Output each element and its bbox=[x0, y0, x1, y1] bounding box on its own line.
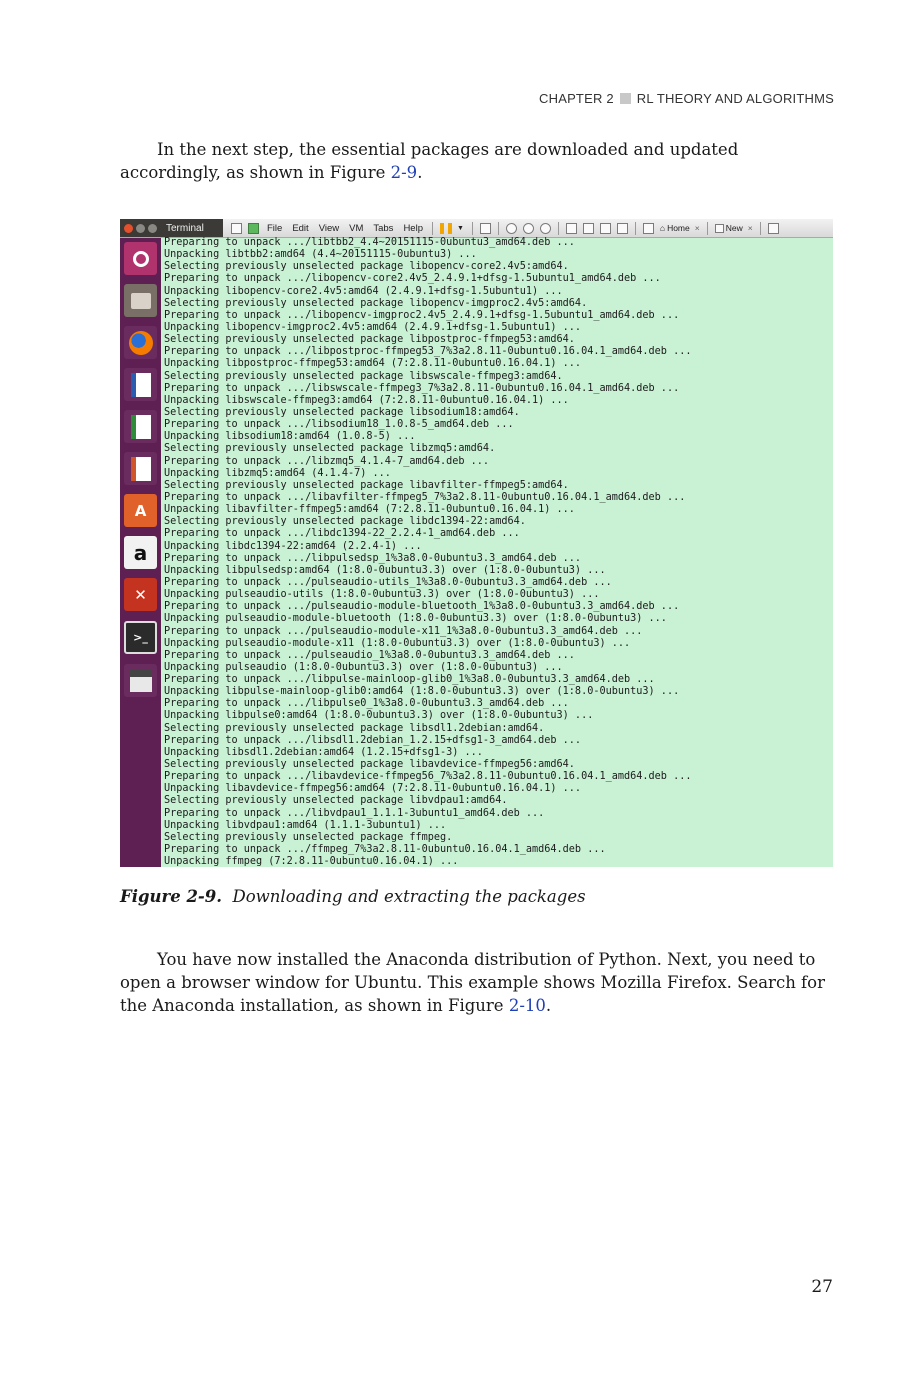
terminal-line: Selecting previously unselected package libzmq5:amd64. bbox=[164, 443, 496, 455]
ubuntu-title-bar bbox=[120, 219, 223, 237]
terminal-line: Selecting previously unselected package libvdpau1:amd64. bbox=[164, 795, 508, 807]
revert-snapshot-icon[interactable] bbox=[523, 223, 534, 234]
toolbar-divider bbox=[760, 222, 761, 235]
terminal-line: Unpacking libavdevice-ffmpeg56:amd64 (7:2.8.11-0ubuntu0.16.04.1) ... bbox=[164, 783, 582, 795]
terminal-line: Unpacking pulseaudio-module-x11 (1:8.0-0ubuntu3.3) over (1:8.0-0ubuntu3) ... bbox=[164, 637, 631, 649]
terminal-line: Unpacking libopencv-imgproc2.4v5:amd64 (2.4.9.1+dfsg-1.5ubuntu1) ... bbox=[164, 321, 582, 333]
terminal-line: Selecting previously unselected package libdc1394-22:amd64. bbox=[164, 516, 526, 528]
ubuntu-dash-icon[interactable] bbox=[124, 242, 157, 275]
terminal-line: Unpacking libsodium18:amd64 (1.0.8-5) ... bbox=[164, 431, 416, 443]
toolbar-divider bbox=[558, 222, 559, 235]
maximize-window-icon[interactable] bbox=[148, 224, 157, 233]
vmware-toolbar bbox=[228, 219, 782, 237]
calc-icon[interactable] bbox=[124, 410, 157, 443]
figure-link[interactable]: 2-10 bbox=[508, 996, 546, 1015]
terminal-line: Preparing to unpack .../pulseaudio-module-bluetooth_1%3a8.0-0ubuntu3.3_amd64.deb ... bbox=[164, 601, 680, 613]
tab-new[interactable] bbox=[715, 223, 753, 233]
terminal-line: Preparing to unpack .../libavfilter-ffmpeg5_7%3a2.8.11-0ubuntu0.16.04.1_amd64.deb ... bbox=[164, 491, 686, 503]
settings-icon[interactable]: ✕ bbox=[124, 578, 157, 611]
paragraph-end: . bbox=[545, 996, 552, 1015]
pause-icon[interactable] bbox=[440, 223, 444, 234]
terminal-line: Unpacking libpulsedsp:amd64 (1:8.0-0ubuntu3.3) over (1:8.0-0ubuntu3) ... bbox=[164, 564, 606, 576]
terminal-line: Preparing to unpack .../libsodium18_1.0.8-5_amd64.deb ... bbox=[164, 419, 514, 431]
toolbar-divider bbox=[635, 222, 636, 235]
running-head bbox=[539, 91, 834, 106]
snapshot-manager-icon[interactable] bbox=[540, 223, 551, 234]
terminal-line: Selecting previously unselected package libpostproc-ffmpeg53:amd64. bbox=[164, 334, 575, 346]
tab-home-label: Home bbox=[667, 223, 690, 233]
files-icon[interactable] bbox=[124, 284, 157, 317]
terminal-line: Unpacking libavfilter-ffmpeg5:amd64 (7:2.8.11-0ubuntu0.16.04.1) ... bbox=[164, 504, 575, 516]
paragraph-intro bbox=[120, 138, 832, 184]
menu-tabs[interactable]: Tabs bbox=[373, 222, 394, 234]
terminal-line: Unpacking libvdpau1:amd64 (1.1.1-3ubuntu1) ... bbox=[164, 819, 447, 831]
close-tab-icon[interactable]: × bbox=[747, 223, 753, 233]
terminal-screenshot bbox=[120, 219, 833, 867]
impress-icon[interactable] bbox=[124, 452, 157, 485]
menu-vm[interactable]: VM bbox=[349, 222, 364, 234]
paragraph-text: You have now installed the Anaconda distribution of Python. Next, you need to open a browser window for Ubuntu. This example shows Mozilla Firefox. Search for the Anaconda installation, as shown in Figure bbox=[120, 950, 825, 1015]
new-tab-icon bbox=[715, 224, 724, 233]
menu-help[interactable]: Help bbox=[403, 222, 423, 234]
figure-label: Figure 2-9. bbox=[120, 887, 223, 906]
terminal-line: Preparing to unpack .../libopencv-imgproc2.4v5_2.4.9.1+dfsg-1.5ubuntu1_amd64.deb ... bbox=[164, 309, 680, 321]
network-icon[interactable] bbox=[480, 223, 491, 234]
terminal-line: Selecting previously unselected package libswscale-ffmpeg3:amd64. bbox=[164, 370, 563, 382]
terminal-line: Unpacking libpostproc-ffmpeg53:amd64 (7:2.8.11-0ubuntu0.16.04.1) ... bbox=[164, 358, 582, 370]
toolbar-divider bbox=[498, 222, 499, 235]
terminal-line: Selecting previously unselected package libsdl1.2debian:amd64. bbox=[164, 722, 545, 734]
menu-view[interactable]: View bbox=[318, 222, 340, 234]
page-number: 27 bbox=[811, 1277, 833, 1297]
terminal-line: Unpacking libpulse0:amd64 (1:8.0-0ubuntu3.3) over (1:8.0-0ubuntu3) ... bbox=[164, 710, 594, 722]
terminal-line: Preparing to unpack .../libpulsedsp_1%3a8.0-0ubuntu3.3_amd64.deb ... bbox=[164, 552, 582, 564]
terminal-line: Preparing to unpack .../libpulse0_1%3a8.0-0ubuntu3.3_amd64.deb ... bbox=[164, 698, 569, 710]
terminal-line: Preparing to unpack .../libopencv-core2.4v5_2.4.9.1+dfsg-1.5ubuntu1_amd64.deb ... bbox=[164, 273, 661, 285]
terminal-line: Preparing to unpack .../libavdevice-ffmpeg56_7%3a2.8.11-0ubuntu0.16.04.1_amd64.deb ... bbox=[164, 771, 692, 783]
terminal-line: Unpacking libtbb2:amd64 (4.4~20151115-0ubuntu3) ... bbox=[164, 249, 477, 261]
terminal-line: Unpacking pulseaudio-module-bluetooth (1:8.0-0ubuntu3.3) over (1:8.0-0ubuntu3) ... bbox=[164, 613, 667, 625]
terminal-line: Preparing to unpack .../ffmpeg_7%3a2.8.11-0ubuntu0.16.04.1_amd64.deb ... bbox=[164, 844, 606, 856]
toolbar-divider bbox=[432, 222, 433, 235]
figure-caption bbox=[120, 887, 586, 906]
tab-icon[interactable] bbox=[768, 223, 779, 234]
minimize-window-icon[interactable] bbox=[136, 224, 145, 233]
terminal-line: Selecting previously unselected package libsodium18:amd64. bbox=[164, 406, 520, 418]
terminal-icon[interactable]: >_ bbox=[124, 621, 157, 654]
terminal-line: Preparing to unpack .../pulseaudio_1%3a8.0-0ubuntu3.3_amd64.deb ... bbox=[164, 649, 575, 661]
home-icon: ⌂ bbox=[659, 223, 666, 233]
figure-link[interactable]: 2-9 bbox=[390, 163, 418, 182]
pause-icon[interactable] bbox=[448, 223, 452, 234]
close-tab-icon[interactable]: × bbox=[694, 223, 700, 233]
terminal-line: Unpacking pulseaudio (1:8.0-0ubuntu3.3) over (1:8.0-0ubuntu3) ... bbox=[164, 661, 563, 673]
terminal-line: Unpacking libopencv-core2.4v5:amd64 (2.4.9.1+dfsg-1.5ubuntu1) ... bbox=[164, 285, 563, 297]
terminal-line: Preparing to unpack .../libdc1394-22_2.2.4-1_amd64.deb ... bbox=[164, 528, 520, 540]
paragraph-anaconda bbox=[120, 948, 832, 1017]
terminal-line: Preparing to unpack .../libvdpau1_1.1.1-3ubuntu1_amd64.deb ... bbox=[164, 807, 545, 819]
terminal-line: Preparing to unpack .../libsdl1.2debian_1.2.15+dfsg1-3_amd64.deb ... bbox=[164, 734, 582, 746]
terminal-line: Selecting previously unselected package libavdevice-ffmpeg56:amd64. bbox=[164, 759, 575, 771]
terminal-line: Preparing to unpack .../pulseaudio-utils_1%3a8.0-0ubuntu3.3_amd64.deb ... bbox=[164, 576, 612, 588]
terminal-line: Selecting previously unselected package ffmpeg. bbox=[164, 831, 453, 843]
writer-icon[interactable] bbox=[124, 368, 157, 401]
close-window-icon[interactable] bbox=[124, 224, 133, 233]
terminal-line: Preparing to unpack .../libzmq5_4.1.4-7_amd64.deb ... bbox=[164, 455, 490, 467]
tab-home[interactable] bbox=[660, 223, 700, 233]
thumbnail-view-icon[interactable] bbox=[583, 223, 594, 234]
pin-icon[interactable] bbox=[231, 223, 242, 234]
window-titlebar bbox=[120, 219, 833, 238]
terminal-line: Unpacking ffmpeg (7:2.8.11-0ubuntu0.16.04.1) ... bbox=[164, 856, 459, 867]
terminal-line: Unpacking libzmq5:amd64 (4.1.4-7) ... bbox=[164, 467, 391, 479]
paragraph-end: . bbox=[417, 163, 423, 182]
terminal-line: Selecting previously unselected package libavfilter-ffmpeg5:amd64. bbox=[164, 479, 569, 491]
terminal-line: Selecting previously unselected package libopencv-core2.4v5:amd64. bbox=[164, 261, 569, 273]
terminal-line: Unpacking libpulse-mainloop-glib0:amd64 (1:8.0-0ubuntu3.3) over (1:8.0-0ubuntu3) ... bbox=[164, 686, 680, 698]
library-icon[interactable] bbox=[643, 223, 654, 234]
dropdown-arrow-icon[interactable]: ▼ bbox=[456, 224, 464, 232]
console-view-icon[interactable] bbox=[566, 223, 577, 234]
chapter-title: RL THEORY AND ALGORITHMS bbox=[636, 91, 834, 106]
terminal-line: Selecting previously unselected package libopencv-imgproc2.4v5:amd64. bbox=[164, 297, 588, 309]
terminal-line: Unpacking libsdl1.2debian:amd64 (1.2.15+dfsg1-3) ... bbox=[164, 746, 483, 758]
paragraph-text: In the next step, the essential packages are downloaded and updated accordingly, as shown in Figure bbox=[120, 140, 739, 182]
terminal-line: Preparing to unpack .../libswscale-ffmpeg3_7%3a2.8.11-0ubuntu0.16.04.1_amd64.deb ... bbox=[164, 382, 680, 394]
separator-square-icon bbox=[620, 93, 631, 104]
ubuntu-launcher bbox=[120, 238, 161, 867]
terminal-line: Preparing to unpack .../pulseaudio-module-x11_1%3a8.0-0ubuntu3.3_amd64.deb ... bbox=[164, 625, 643, 637]
terminal-line: Preparing to unpack .../libpostproc-ffmpeg53_7%3a2.8.11-0ubuntu0.16.04.1_amd64.deb ... bbox=[164, 346, 692, 358]
toolbar-divider bbox=[472, 222, 473, 235]
terminal-line: Unpacking pulseaudio-utils (1:8.0-0ubuntu3.3) over (1:8.0-0ubuntu3) ... bbox=[164, 589, 600, 601]
unity-icon[interactable] bbox=[617, 223, 628, 234]
terminal-line: Unpacking libswscale-ffmpeg3:amd64 (7:2.8.11-0ubuntu0.16.04.1) ... bbox=[164, 394, 569, 406]
drive-icon[interactable] bbox=[124, 664, 157, 697]
snapshot-icon[interactable] bbox=[506, 223, 517, 234]
window-title: Terminal bbox=[166, 222, 204, 234]
tab-new-label: New bbox=[725, 223, 743, 233]
software-center-icon[interactable]: A bbox=[124, 494, 157, 527]
caption-text: Downloading and extracting the packages bbox=[232, 887, 586, 906]
menu-file[interactable]: File bbox=[267, 222, 283, 234]
chapter-label: CHAPTER 2 bbox=[539, 91, 614, 106]
amazon-icon[interactable]: a bbox=[124, 536, 157, 569]
terminal-line: Unpacking libdc1394-22:amd64 (2.2.4-1) ... bbox=[164, 540, 422, 552]
vm-icon[interactable] bbox=[248, 223, 259, 234]
terminal-line: Preparing to unpack .../libtbb2_4.4~20151115-0ubuntu3_amd64.deb ... bbox=[164, 237, 575, 248]
terminal-output bbox=[164, 237, 833, 867]
terminal-line: Preparing to unpack .../libpulse-mainloop-glib0_1%3a8.0-0ubuntu3.3_amd64.deb ... bbox=[164, 674, 655, 686]
toolbar-divider bbox=[707, 222, 708, 235]
fullscreen-icon[interactable] bbox=[600, 223, 611, 234]
firefox-icon[interactable] bbox=[124, 326, 157, 359]
menu-edit[interactable]: Edit bbox=[292, 222, 309, 234]
